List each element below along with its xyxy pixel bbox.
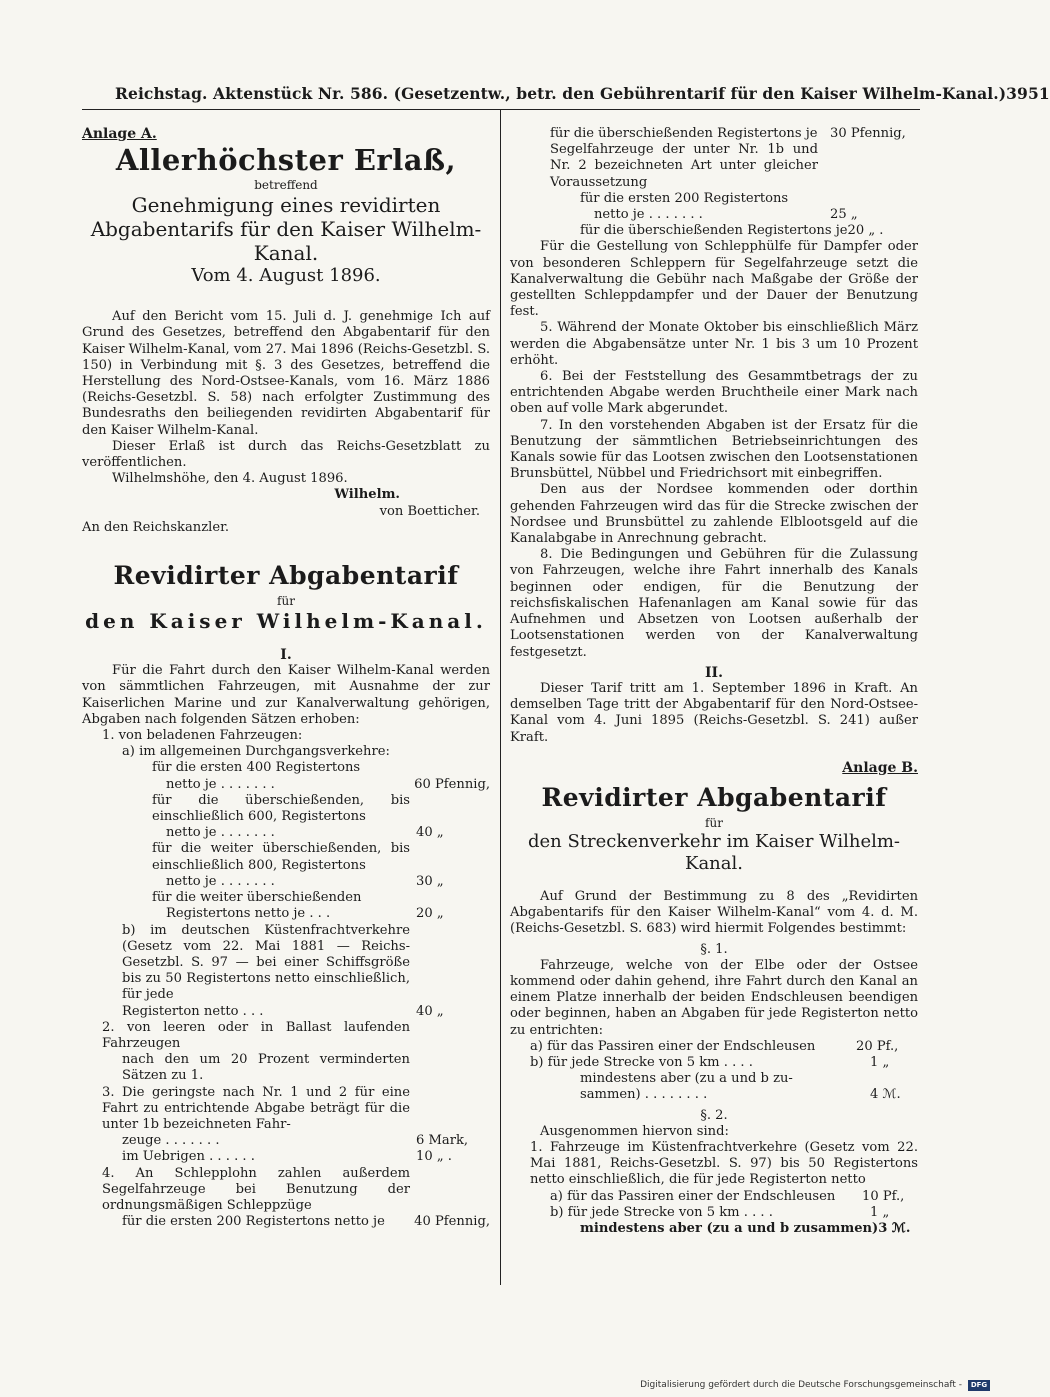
erlass-paragraph-2: Dieser Erlaß ist durch das Reichs-Gesetzblatt zu veröffentlichen. [82,438,490,471]
paragraph-7: 7. In den vorstehenden Abgaben ist der Ersatz für die Benutzung der sämmtlichen Betriebseinrichtungen des Kanals sowie für das Lootsen zwischen den Lootsenstationen Brunsbüttel, Nübbel und Friedrichsort mit einbegriffen. [510,417,918,482]
tariff-row [510,223,918,239]
header-rule [82,109,920,110]
tariff-row [510,207,918,223]
tariff-row-value: 4 ℳ. [870,1087,901,1103]
tariff-row [82,1133,490,1149]
tariff-row [510,1087,918,1103]
column-divider [500,110,501,1285]
tariff-row-value: 1 „ [870,1204,890,1220]
digitization-footer [640,1378,990,1392]
tariff-line: Segelfahrzeuge der unter Nr. 1b und Nr. 2 bezeichneten Art unter gleicher Voraussetzung [550,142,818,190]
section-II-text: Dieser Tarif tritt am 1. September 1896 in Kraft. An demselben Tage tritt der Abgabentarif für den Nord-Ostsee-Kanal vom 4. Juni 1895 (Reichs-Gesetzbl. S. 241) außer Kraft. [510,680,918,745]
tariff-row-label: netto je . . . . . . . [166,873,275,889]
tariff-row [82,874,490,890]
tariff-row-value: 40 „ [416,1003,444,1019]
anlage-b-label: Anlage B. [842,759,918,776]
tariff-row-label: netto je . . . . . . . [594,207,703,223]
tariff-row-label: mindestens aber (zu a und b zusammen) [580,1220,879,1236]
tariff-line: für die ersten 400 Registertons [152,760,361,776]
erlass-paragraph-1: Auf den Bericht vom 15. Juli d. J. genehmige Ich auf Grund des Gesetzes, betreffend den Abgabentarif für den Kaiser Wilhelm-Kanal, vom 27. Mai 1896 (Reichs-Gesetzbl. S. 150) in Verbindung mit §. 3 des Gesetzes, betreffend die Herstellung des Nord-Ostsee-Kanals, vom 16. März 1886 (Reichs-Gesetzbl. S. 58) nach erfolgter Zustimmung des Bundesraths den beiliegenden revidirten Abgabentarif für den Kaiser Wilhelm-Kanal. [82,309,490,438]
tariff-row-label: b) für jede Strecke von 5 km . . . . [530,1054,753,1070]
paragraph-schlepphuelfe: Für die Gestellung von Schlepphülfe für Dampfer oder von besonderen Schleppern für Segelfahrzeuge setzt die Kanalverwaltung die Gebühr nach Maßgabe der Größe der gestellten Schleppdampfer und der Dauer der Benutzung fest. [510,239,918,320]
tariff-item-3: 3. Die geringste nach Nr. 1 und 2 für eine Fahrt zu entrichtende Abgabe beträgt für die unter 1b bezeichneten Fahr- [102,1084,410,1132]
paragraph-7b: Den aus der Nordsee kommenden oder dorthin gehenden Fahrzeugen wird das für die Strecke zwischen der Nordsee und Brunsbüttel zu zahlende Elblootsgeld auf die Kanalabgabe in Anrechnung gebracht. [510,482,918,547]
tarif-b-intro: Auf Grund der Bestimmung zu 8 des „Revidirten Abgabentarifs für den Kaiser Wilhelm-Kanal“ vom 4. d. M. (Reichs-Gesetzbl. S. 683) wird hiermit Folgendes bestimmt: [510,888,918,937]
tariff-row-value: 3 ℳ. [878,1220,911,1236]
tariff-row-value: 1 „ [870,1054,890,1070]
tariff-row-label: a) für das Passiren einer der Endschleusen [550,1188,836,1204]
left-column [82,126,490,1230]
tariff-row-value: 20 „ [416,906,444,922]
tarif-fuer: für [277,594,295,609]
tariff-row-label: netto je . . . . . . . [166,776,275,792]
tariff-line: für die ersten 200 Registertons [580,190,789,206]
tariff-row-value: 20 „ . [847,223,884,239]
paragraph-5: 5. Während der Monate Oktober bis einschließlich März werden die Abgabensätze unter Nr. 1 bis 3 um 10 Prozent erhöht. [510,320,918,368]
erlass-subtitle: Genehmigung eines revidirten Abgabentarifs für den Kaiser Wilhelm-Kanal. [90,193,482,266]
tariff-row [82,777,490,793]
tariff-row-label: sammen) . . . . . . . . [580,1087,708,1103]
tariff-row [510,1039,918,1055]
erlass-place-date: Wilhelmshöhe, den 4. August 1896. [112,471,348,487]
section-I-heading: I. [280,647,292,664]
tariff-item-2-sub: nach den um 20 Prozent verminderten Sätzen zu 1. [122,1052,410,1084]
tariff-row-label: b) für jede Strecke von 5 km . . . . [550,1204,773,1220]
right-column [510,126,918,1237]
tariff-row [82,825,490,841]
tariff-row [82,906,490,922]
tariff-row-value: 20 Pf., [856,1038,899,1054]
tariff-line: mindestens aber (zu a und b zu- [580,1071,793,1087]
tariff-item-1b: b) im deutschen Küstenfrachtverkehre (Gesetz vom 22. Mai 1881 — Reichs-Gesetzbl. S. 97 — bei einer Schiffsgröße bis zu 50 Registertons netto einschließlich, für jede [122,922,410,1003]
section-II-heading: II. [705,664,723,681]
paragraph-6: 6. Bei der Feststellung des Gesammtbetrags der zu entrichtenden Abgabe werden Bruchtheile einer Mark nach oben auf volle Mark abgerundet. [510,369,918,417]
tariff-row [82,1004,490,1020]
footer-text: Digitalisierung gefördert durch die Deutsche Forschungsgemeinschaft - [640,1380,962,1390]
tariff-row-value: 10 Pf., [862,1188,905,1204]
tarif-subtitle: den Kaiser Wilhelm-Kanal. [85,609,487,634]
tarif-title: Revidirter Abgabentarif [113,561,459,591]
paragraph-8: 8. Die Bedingungen und Gebühren für die Zulassung von Fahrzeugen, welche ihre Fahrt innerhalb des Kanals beginnen oder endigen, für die Benutzung der reichsfiskalischen Hafenanlagen am Kanal sowie für das Aufnehmen und Absetzen von Lootsen außerhalb der Lootsenstationen werden von der Kanalverwaltung festgesetzt. [510,547,918,660]
erlass-date: Vom 4. August 1896. [191,265,381,287]
paragraph-2-heading: §. 2. [700,1107,728,1123]
anlage-a-label: Anlage A. [82,126,157,142]
paragraph-1-heading: §. 1. [700,941,728,957]
erlass-title: Allerhöchster Erlaß, [115,143,457,178]
running-head [115,84,1050,103]
tariff-item-1: 1. von beladenen Fahrzeugen: [102,728,303,744]
tariff-row [82,1149,490,1165]
tariff-item-2: 2. von leeren oder in Ballast laufenden Fahrzeugen [102,1019,410,1051]
tariff-row-label: zeuge . . . . . . . [122,1133,220,1149]
tariff-row-label: im Uebrigen . . . . . . [122,1149,255,1165]
tariff-row [510,1189,918,1205]
tariff-line: für die überschießenden, bis einschließlich 600, Registertons [152,792,410,825]
tariff-row [82,1214,490,1230]
tariff-row-value: 40 „ [416,825,444,841]
tarif-b-title: Revidirter Abgabentarif [541,782,887,812]
tariff-row-value: 6 Mark, [416,1133,469,1149]
section-I-intro: Für die Fahrt durch den Kaiser Wilhelm-Kanal werden von sämmtlichen Fahrzeugen, mit Ausnahme der zur Kaiserlichen Marine und zur Kanalverwaltung gehörigen, Abgaben nach folgenden Sätzen erhoben: [82,663,490,727]
tariff-row-value: 60 Pfennig, [414,776,490,792]
tariff-row [510,126,918,142]
tariff-row-value: 10 „ . [416,1149,452,1165]
tariff-row-label: Registerton netto . . . [122,1003,264,1019]
erlass-betreffend: betreffend [254,178,318,193]
tariff-row-label: Registertons netto je . . . [166,906,331,922]
paragraph-2-intro: Ausgenommen hiervon sind: [540,1123,729,1139]
tariff-row [510,1055,918,1071]
tariff-row-label: für die ersten 200 Registertons netto je [122,1214,385,1230]
tariff-row-value: 30 „ [416,873,444,889]
tariff-row-label: a) für das Passiren einer der Endschleusen [530,1038,816,1054]
tariff-row-value: 40 Pfennig, [414,1214,490,1230]
paragraph-2-item-1: 1. Fahrzeuge im Küstenfrachtverkehre (Gesetz vom 22. Mai 1881, Reichs-Gesetzbl. S. 97) bis 50 Registertons netto einschließlich, die für jede Registerton netto [530,1139,918,1188]
tariff-row-label: netto je . . . . . . . [166,825,275,841]
page-number: 3951 [1006,84,1050,103]
tariff-row-value: 30 Pfennig, [830,126,906,141]
tariff-line: für die weiter überschießenden [152,890,362,906]
dfg-logo: DFG [968,1380,990,1391]
tariff-row-label: für die überschießenden Registertons je [580,223,848,239]
tarif-b-fuer: für [705,815,723,830]
tariff-item-4: 4. An Schlepplohn zahlen außerdem Segelfahrzeuge bei Benutzung der ordnungsmäßigen Schleppzüge [102,1165,410,1213]
tariff-row-label: für die überschießenden Registertons je [550,126,818,141]
tariff-row [510,1221,918,1237]
tariff-item-1a: a) im allgemeinen Durchgangsverkehre: [122,744,390,760]
tariff-row [510,1205,918,1221]
addressee: An den Reichskanzler. [82,519,230,535]
paragraph-1-text: Fahrzeuge, welche von der Elbe oder der Ostsee kommend oder dahin gehend, ihre Fahrt durch den Kanal an einem Platze innerhalb der beiden Endschleusen beendigen oder beginnen, haben an Abgaben für jede Registerton netto zu entrichten: [510,957,918,1038]
signature: Wilhelm. [334,487,400,503]
running-head-title: Reichstag. Aktenstück Nr. 586. (Gesetzentw., betr. den Gebührentarif für den Kaiser Wilhelm-Kanal.) [115,84,1007,103]
countersignature: von Boetticher. [379,503,480,519]
tariff-line: für die weiter überschießenden, bis einschließlich 800, Registertons [152,841,410,873]
tariff-row-value: 25 „ [830,207,858,223]
tarif-b-subtitle: den Streckenverkehr im Kaiser Wilhelm-Kanal. [528,830,900,874]
